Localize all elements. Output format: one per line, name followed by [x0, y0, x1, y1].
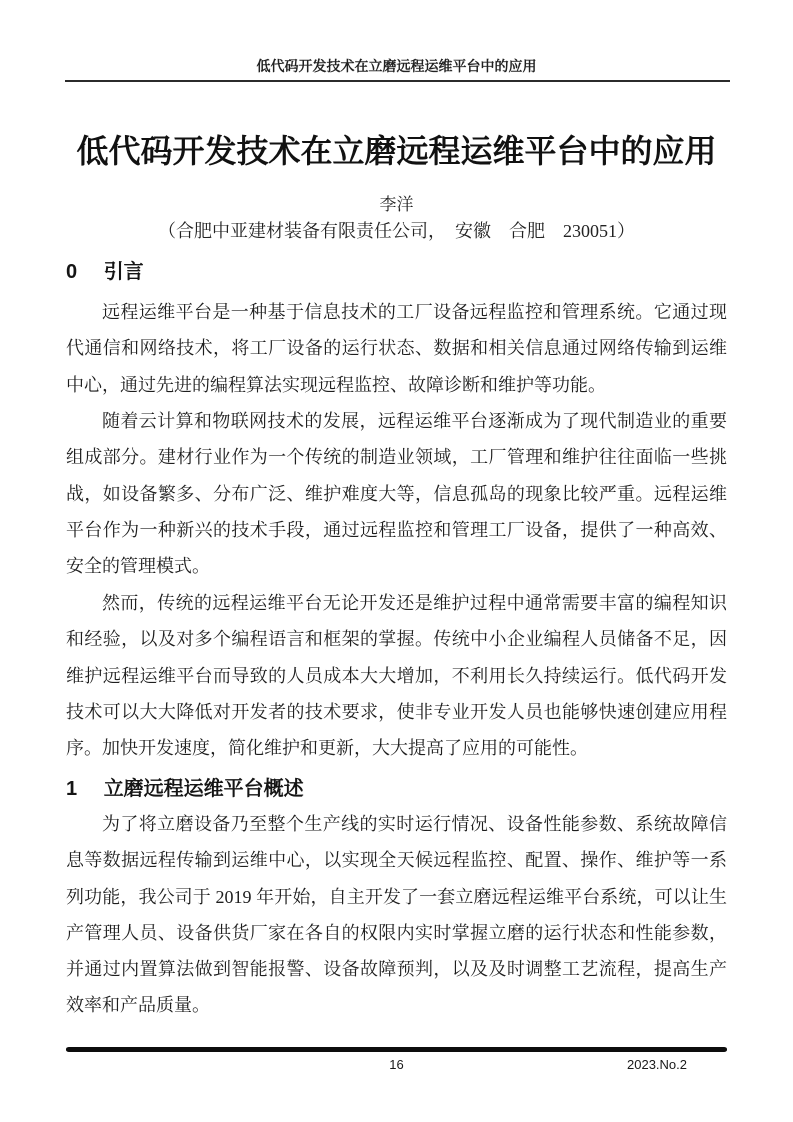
paper-title: 低代码开发技术在立磨远程运维平台中的应用: [76, 133, 717, 169]
section-number: 1: [66, 778, 78, 800]
page-number: 16: [389, 1057, 404, 1072]
paragraph: 为了将立磨设备乃至整个生产线的实时运行情况、设备性能参数、系统故障信息等数据远程传输到运维中心，以实现全天候远程监控、配置、操作、维护等一系列功能，我公司于 2019 年开始，自主开发了一套立磨远程运维平台系统，可以让生产管理人员、设备供货厂家在各自的权限内实时掌握立磨的运行状态和性能参数，并通过内置算法做到智能报警、设备故障预判，以及及时调整工艺流程，提高生产效率和产品质量。: [66, 814, 727, 1016]
section-title: 引言: [103, 261, 144, 283]
section-heading-platform-overview: [66, 772, 727, 801]
paragraph: 然而，传统的远程运维平台无论开发还是维护过程中通常需要丰富的编程知识和经验，以及对多个编程语言和框架的掌握。传统中小企业编程人员储备不足，因维护远程运维平台而导致的人员成本大大增加，不利用长久持续运行。低代码开发技术可以大大降低对开发者的技术要求，使非专业开发人员也能够快速创建应用程序。加快开发速度，简化维护和更新，大大提高了应用的可能性。: [66, 593, 727, 759]
author-name: 李洋: [379, 195, 414, 214]
paragraph: 远程运维平台是一种基于信息技术的工厂设备远程监控和管理系统。它通过现代通信和网络技术，将工厂设备的运行状态、数据和相关信息通过网络传输到运维中心，通过先进的编程算法实现远程监控、故障诊断和维护等功能。: [66, 302, 727, 395]
header-rule: [65, 80, 730, 82]
issue-number: 2023.No.2: [627, 1057, 687, 1072]
section-heading-introduction: [66, 255, 727, 284]
footer-rule: [66, 1047, 727, 1052]
author-affiliation: （合肥中亚建材装备有限责任公司， 安徽 合肥 230051）: [158, 221, 635, 241]
paragraph: 随着云计算和物联网技术的发展，远程运维平台逐渐成为了现代制造业的重要组成部分。建材行业作为一个传统的制造业领域，工厂管理和维护往往面临一些挑战，如设备繁多、分布广泛、维护难度大等，信息孤岛的现象比较严重。远程运维平台作为一种新兴的技术手段，通过远程监控和管理工厂设备，提供了一种高效、安全的管理模式。: [66, 411, 727, 577]
running-head: 低代码开发技术在立磨远程运维平台中的应用: [256, 60, 537, 75]
section-number: 0: [66, 261, 78, 283]
section-title: 立磨远程运维平台概述: [103, 778, 304, 800]
